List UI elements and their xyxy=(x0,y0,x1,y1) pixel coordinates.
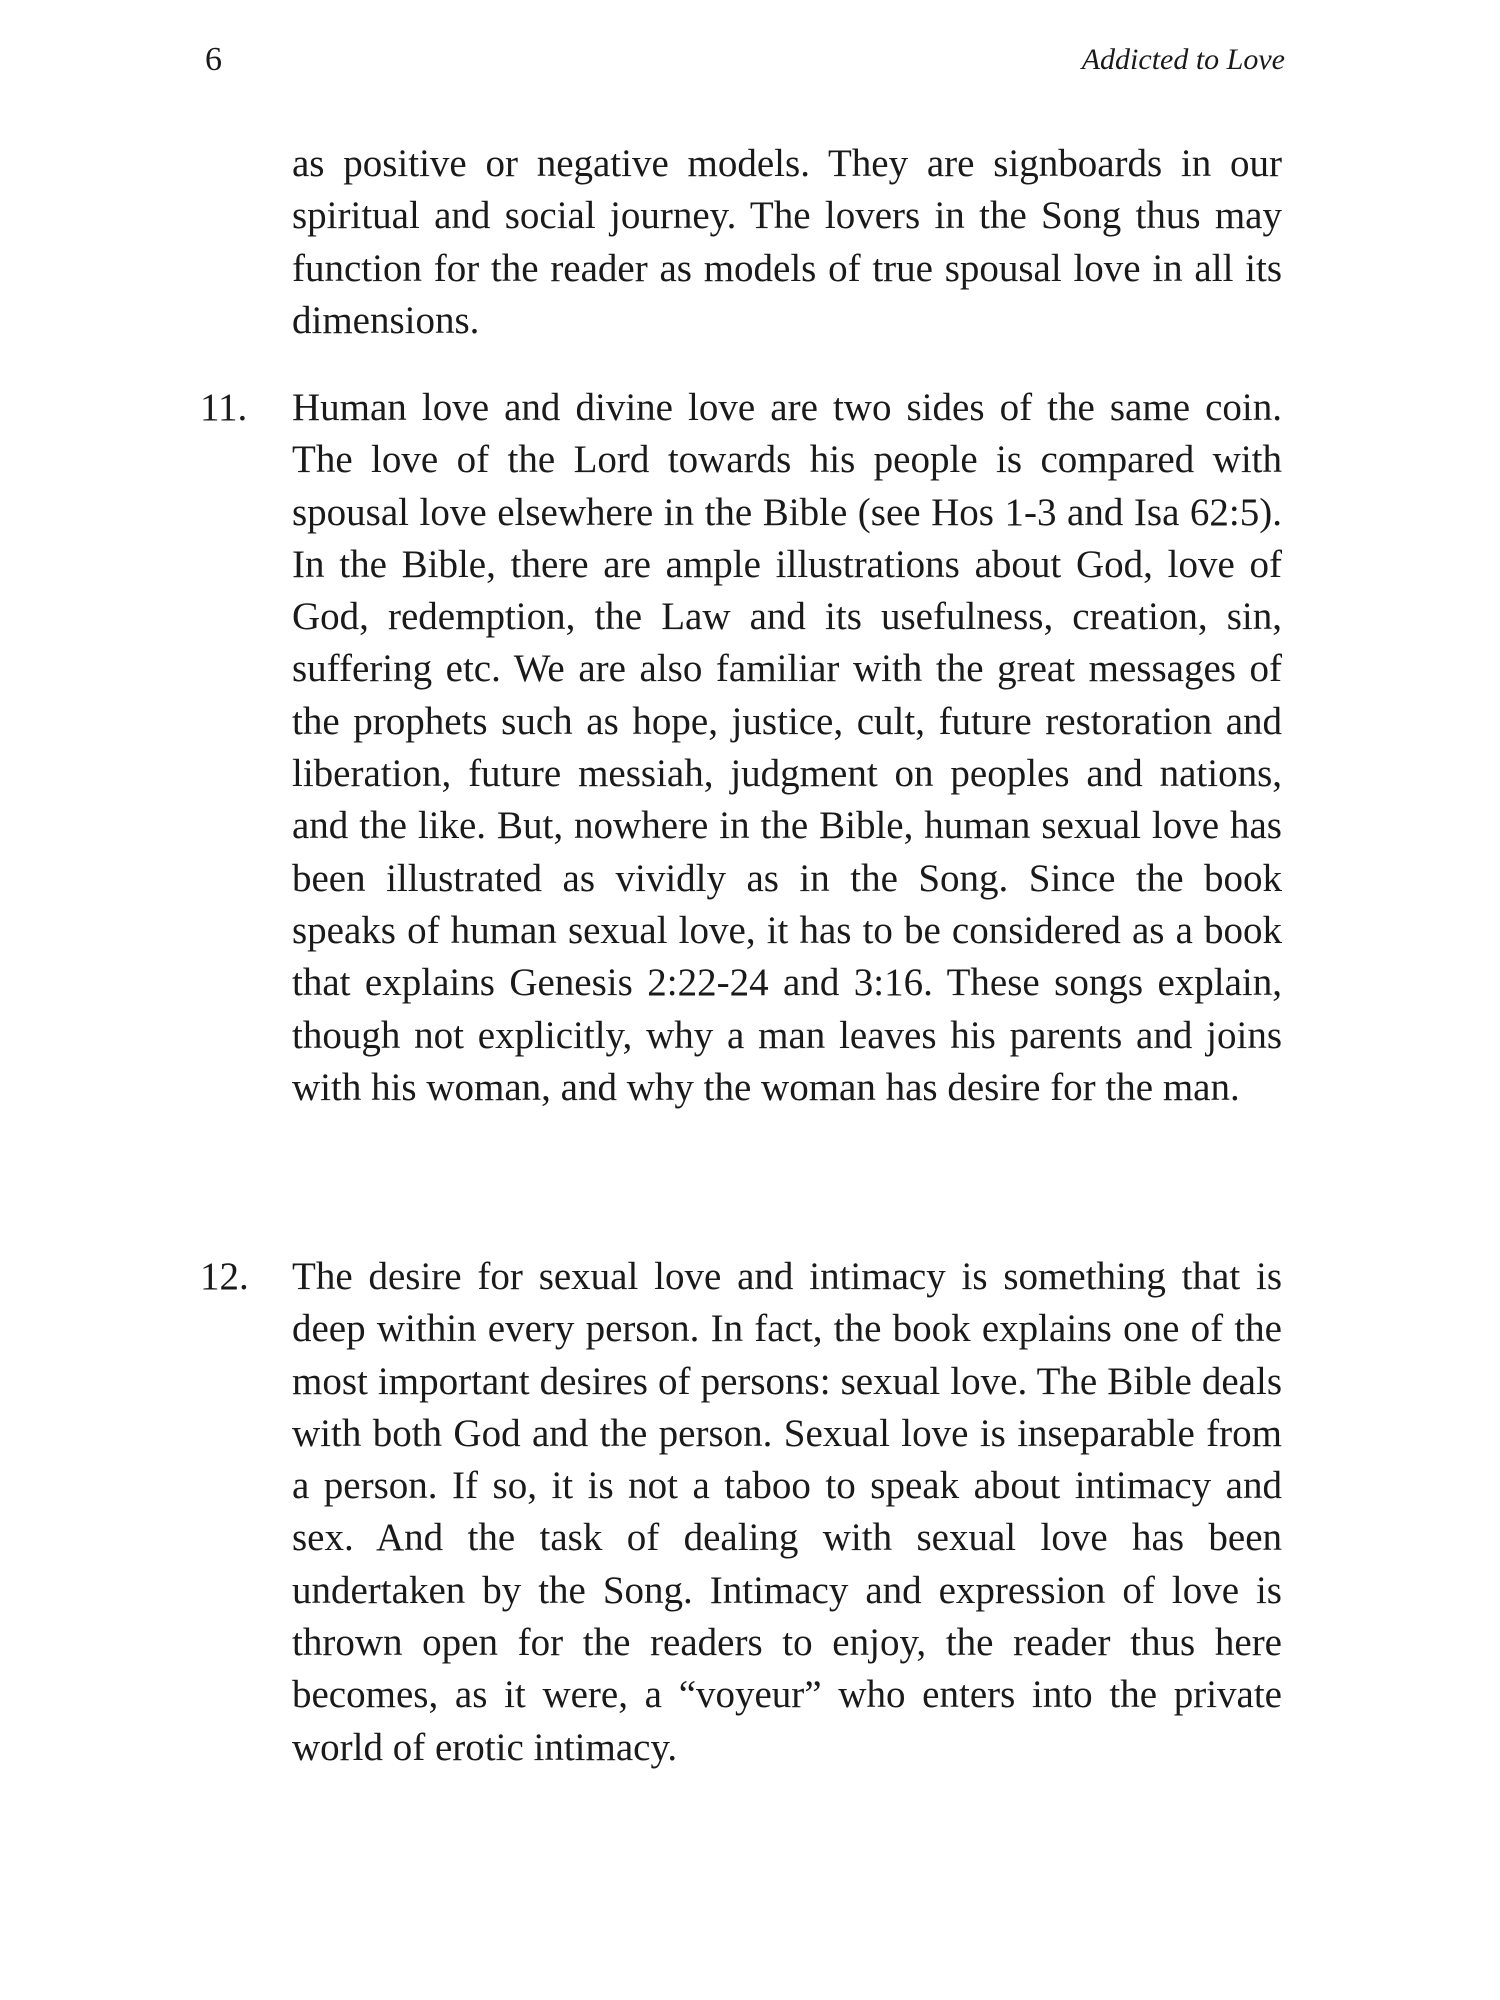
list-number: 11. xyxy=(200,386,248,429)
list-item-text: Human love and divine love are two sides of the same coin. The love of the Lord towards his people is compared with spousal love elsewhere in the Bible (see Hos 1-3 and Isa 62:5). In the Bible, there are ample illustrations about God, love of God, redemption, the Law and its usefulness, creation, sin, suffering etc. We are also familiar with the great messages of the prophets such as hope, justice, cult, future restoration and liberation, future messiah, judgment on peoples and nations, and the like. But, nowhere in the Bible, human sexual love has been illustrated as vividly as in the Song. Since the book speaks of human sexual love, it has to be considered as a book that explains Genesis 2:22-24 and 3:16. These songs explain, though not explicitly, why a man leaves his parents and joins with his woman, and why the woman has desire for the man. xyxy=(292,386,1282,1109)
list-item-text: The desire for sexual love and intimacy is something that is deep within every person. In fact, the book explains one of the most important desires of persons: sexual love. The Bible deals with both God and the person. Sexual love is inseparable from a person. If so, it is not a taboo to speak about intimacy and sex. And the task of dealing with sexual love has been undertaken by the Song. Intimacy and expression of love is thrown open for the readers to enjoy, the reader thus here becomes, as it were, a “voyeur” who enters into the private world of erotic intimacy. xyxy=(292,1255,1282,1769)
continued-paragraph: as positive or negative models. They are signboards in our spiritual and social journey. The lovers in the Song thus may function for the reader as models of true spousal love in all its dimensions. xyxy=(292,142,1282,342)
list-number: 12. xyxy=(200,1255,249,1298)
running-title: Addicted to Love xyxy=(1081,43,1285,76)
list-item-12 xyxy=(200,1251,1282,1774)
list-item-11 xyxy=(200,382,1282,1114)
running-head xyxy=(205,40,1285,80)
page-number: 6 xyxy=(205,41,222,78)
